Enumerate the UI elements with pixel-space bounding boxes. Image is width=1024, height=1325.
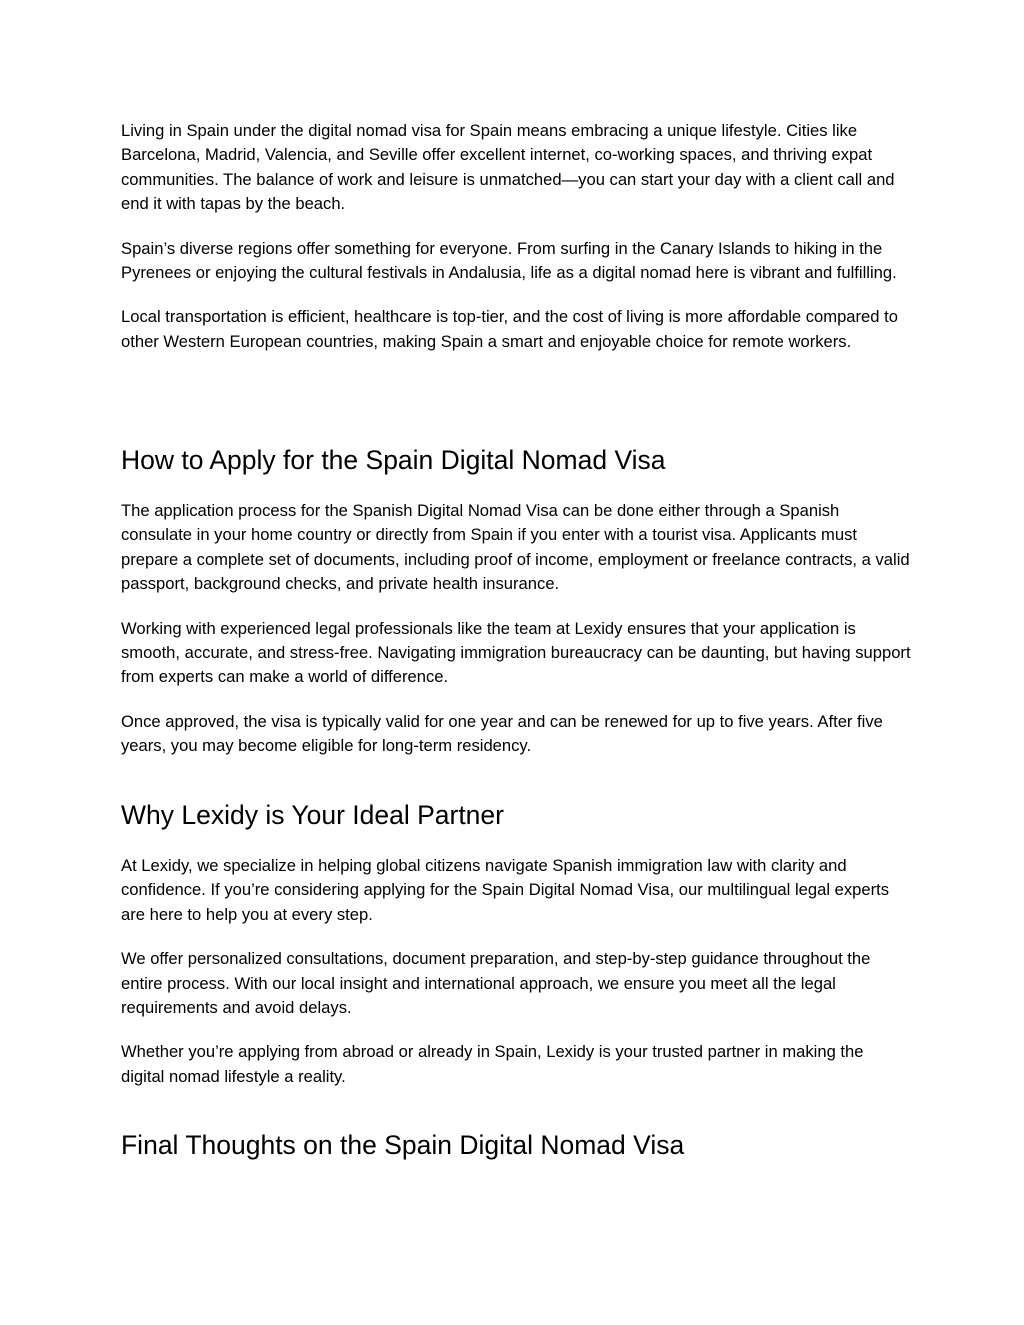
section-heading: How to Apply for the Spain Digital Nomad Visa: [121, 445, 666, 475]
intro-block: [121, 119, 911, 374]
paragraph: At Lexidy, we specialize in helping global citizens navigate Spanish immigration law with clarity and confidence. If you’re considering applying for the Spain Digital Nomad Visa, our multilingual legal experts are here to help you at every step.: [121, 856, 890, 924]
paragraph: Working with experienced legal professionals like the team at Lexidy ensures that your application is smooth, accurate, and stress-free. Navigating immigration bureaucracy can be daunting, but having support from experts can make a world of difference.: [121, 618, 911, 687]
paragraph: Living in Spain under the digital nomad visa for Spain means embracing a unique lifestyle. Cities like Barcelona, Madrid, Valencia, and Seville offer excellent internet, co-working spaces, and thriving expat communities. The balance of work and leisure is unmatched—you can start your day with a client call and end it with tapas by the beach.: [121, 121, 895, 214]
section-body: [121, 854, 911, 1109]
paragraph: The application process for the Spanish Digital Nomad Visa can be done either through a Spanish consulate in your home country or directly from Spain if you enter with a tourist visa. Applicants must prepare a complete set of documents, including proof of income, employment or freelance contracts, a valid passport, background checks, and private health insurance.: [121, 501, 910, 594]
section-heading: Final Thoughts on the Spain Digital Nomad Visa: [121, 1130, 685, 1160]
paragraph: Whether you’re applying from abroad or already in Spain, Lexidy is your trusted partner in making the digital nomad lifestyle a reality.: [121, 1042, 864, 1086]
section-body: [121, 499, 911, 779]
paragraph: Once approved, the visa is typically valid for one year and can be renewed for up to five years. After five years, you may become eligible for long-term residency.: [121, 711, 883, 756]
paragraph: Local transportation is efficient, healthcare is top-tier, and the cost of living is more affordable compared to other Western European countries, making Spain a smart and enjoyable choice for remote workers.: [121, 307, 898, 351]
section-heading: Why Lexidy is Your Ideal Partner: [121, 800, 504, 830]
paragraph: Spain’s diverse regions offer something for everyone. From surfing in the Canary Islands to hiking in the Pyrenees or enjoying the cultural festivals in Andalusia, life as a digital nomad here is vibrant and fulfilling.: [121, 238, 897, 283]
paragraph: We offer personalized consultations, document preparation, and step-by-step guidance throughout the entire process. With our local insight and international approach, we ensure you meet all the legal requirements and avoid delays.: [121, 949, 871, 1018]
